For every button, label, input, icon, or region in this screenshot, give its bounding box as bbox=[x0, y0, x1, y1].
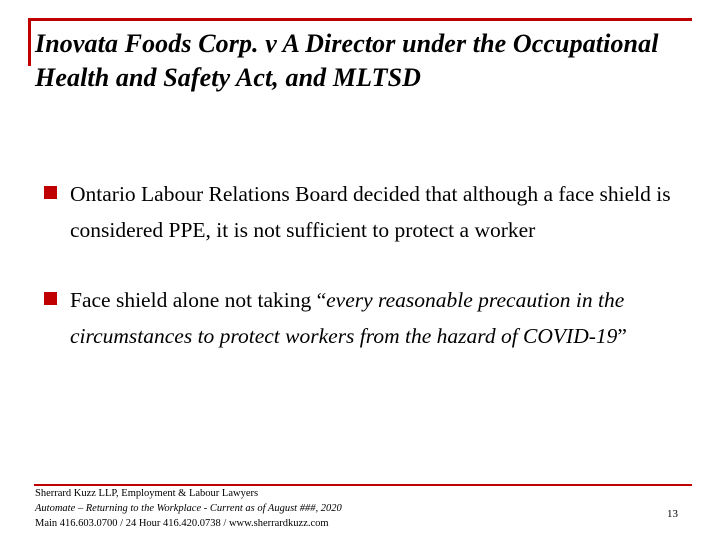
bullet-text-1: Ontario Labour Relations Board decided that although a face shield is considered PPE, it is not sufficient to protect a worker bbox=[70, 182, 671, 242]
bullet-list bbox=[44, 176, 694, 388]
bullet-text-2-lead: Face shield alone not taking “ bbox=[70, 288, 327, 312]
bullet-text-2-quote: every reasonable precaution in the circumstances to protect workers from the hazard of COVID-19 bbox=[70, 288, 625, 348]
title-rule-left bbox=[28, 18, 31, 66]
bullet-text-2-close: ” bbox=[617, 324, 627, 348]
square-bullet-icon bbox=[44, 186, 57, 199]
footer-contact-info: Main 416.603.0700 / 24 Hour 416.420.0738 / www.sherrardkuzz.com bbox=[35, 518, 329, 529]
square-bullet-icon bbox=[44, 292, 57, 305]
footer bbox=[35, 486, 342, 531]
bullet-item-1 bbox=[44, 176, 694, 248]
title-rule-top bbox=[28, 18, 692, 21]
footer-firm-name: Sherrard Kuzz LLP, Employment & Labour Lawyers bbox=[35, 488, 259, 499]
footer-presentation-info: Automate – Returning to the Workplace - Current as of August ###, 2020 bbox=[35, 503, 342, 514]
page-number: 13 bbox=[667, 508, 678, 520]
bullet-item-2 bbox=[44, 282, 694, 354]
slide-title: Inovata Foods Corp. v A Director under the Occupational Health and Safety Act, and MLTSD bbox=[35, 29, 659, 92]
